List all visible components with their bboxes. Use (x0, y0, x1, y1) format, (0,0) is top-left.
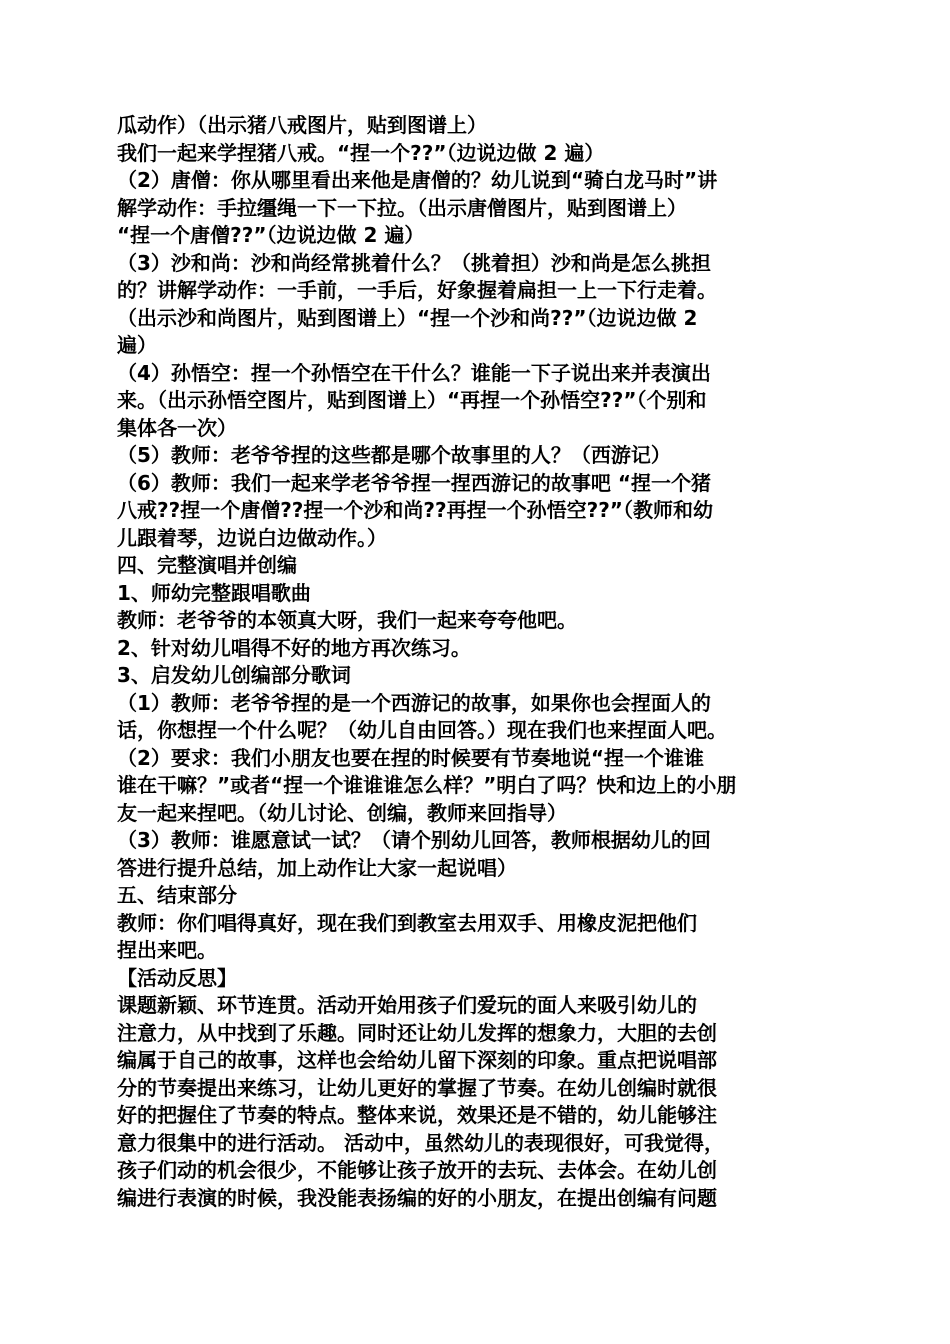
text-line: 2、针对幼儿唱得不好的地方再次练习。 (117, 635, 471, 660)
text-line: 解学动作：手拉缰绳一下一下拉。（出示唐僧图片，贴到图谱上） (117, 195, 687, 220)
text-line: 的？讲解学动作：一手前，一手后，好象握着扁担一上一下行走着。 (117, 278, 717, 302)
text-line: 课题新颖、环节连贯。活动开始用孩子们爱玩的面人来吸引幼儿的 (117, 993, 697, 1017)
text-line: 捏出来吧。 (117, 938, 217, 962)
text-line: 3、启发幼儿创编部分歌词 (117, 663, 351, 687)
text-line: 来。（出示孙悟空图片，贴到图谱上）“再捏一个孙悟空??”（个别和 (117, 388, 707, 412)
text-line: 八戒??捏一个唐僧??捏一个沙和尚??再捏一个孙悟空??”（教师和幼 (117, 498, 713, 522)
text-line: 教师：老爷爷的本领真大呀，我们一起来夸夸他吧。 (117, 608, 577, 632)
text-line: 遍） (117, 333, 157, 357)
text-line: 意力很集中的进行活动。 活动中，虽然幼儿的表现很好，可我觉得， (117, 1130, 724, 1155)
text-line: 教师：你们唱得真好，现在我们到教室去用双手、用橡皮泥把他们 (117, 910, 697, 935)
text-line: 集体各一次） (117, 415, 237, 440)
text-line: （6）教师：我们一起来学老爷爷捏一捏西游记的故事吧 “捏一个猪 (117, 470, 712, 495)
text-line: 注意力，从中找到了乐趣。同时还让幼儿发挥的想象力，大胆的去创 (117, 1020, 717, 1045)
text-line: 我们一起来学捏猪八戒。“捏一个??”（边说边做 2 遍） (117, 140, 605, 165)
text-line: （1）教师：老爷爷捏的是一个西游记的故事，如果你也会捏面人的 (117, 690, 711, 715)
text-line: （出示沙和尚图片，贴到图谱上）“捏一个沙和尚??”（边说边做 2 (117, 305, 698, 330)
text-line: 分的节奏提出来练习，让幼儿更好的掌握了节奏。在幼儿创编时就很 (117, 1075, 717, 1100)
text-line: 答进行提升总结，加上动作让大家一起说唱） (117, 855, 517, 880)
text-line: （3）沙和尚：沙和尚经常挑着什么？（挑着担）沙和尚是怎么挑担 (117, 250, 711, 275)
text-line: 友一起来捏吧。（幼儿讨论、创编，教师来回指导） (117, 800, 567, 825)
text-line: （5）教师：老爷爷捏的这些都是哪个故事里的人？（西游记） (117, 443, 671, 467)
section-heading: 【活动反思】 (117, 965, 237, 990)
text-line: 儿跟着琴，边说白边做动作。） (117, 525, 387, 550)
text-line: 编属于自己的故事，这样也会给幼儿留下深刻的印象。重点把说唱部 (117, 1048, 717, 1072)
text-line: 好的把握住了节奏的特点。整体来说，效果还是不错的，幼儿能够注 (117, 1103, 717, 1127)
section-heading: 五、结束部分 (117, 883, 237, 907)
text-line: 瓜动作）（出示猪八戒图片，贴到图谱上） (117, 113, 487, 137)
text-line: （3）教师：谁愿意试一试？（请个别幼儿回答，教师根据幼儿的回 (117, 828, 711, 852)
text-line: 孩子们动的机会很少，不能够让孩子放开的去玩、去体会。在幼儿创 (117, 1158, 717, 1182)
text-line: （4）孙悟空：捏一个孙悟空在干什么？谁能一下子说出来并表演出 (117, 360, 711, 385)
text-line: 谁在干嘛？”或者“捏一个谁谁谁怎么样？”明白了吗？快和边上的小朋 (117, 773, 737, 797)
text-line: 1、师幼完整跟唱歌曲 (117, 580, 311, 605)
text-line: “捏一个唐僧??”（边说边做 2 遍） (117, 223, 425, 247)
text-line: （2）要求：我们小朋友也要在捏的时候要有节奏地说“捏一个谁谁 (117, 745, 705, 770)
section-heading: 四、完整演唱并创编 (117, 553, 297, 577)
document-body (117, 112, 847, 1212)
text-line: 编进行表演的时候，我没能表扬编的好的小朋友，在提出创编有问题 (117, 1185, 717, 1210)
text-line: （2）唐僧：你从哪里看出来他是唐僧的？幼儿说到“骑白龙马时”讲 (117, 168, 718, 192)
text-line: 话，你想捏一个什么呢？（幼儿自由回答。）现在我们也来捏面人吧。 (117, 718, 727, 742)
